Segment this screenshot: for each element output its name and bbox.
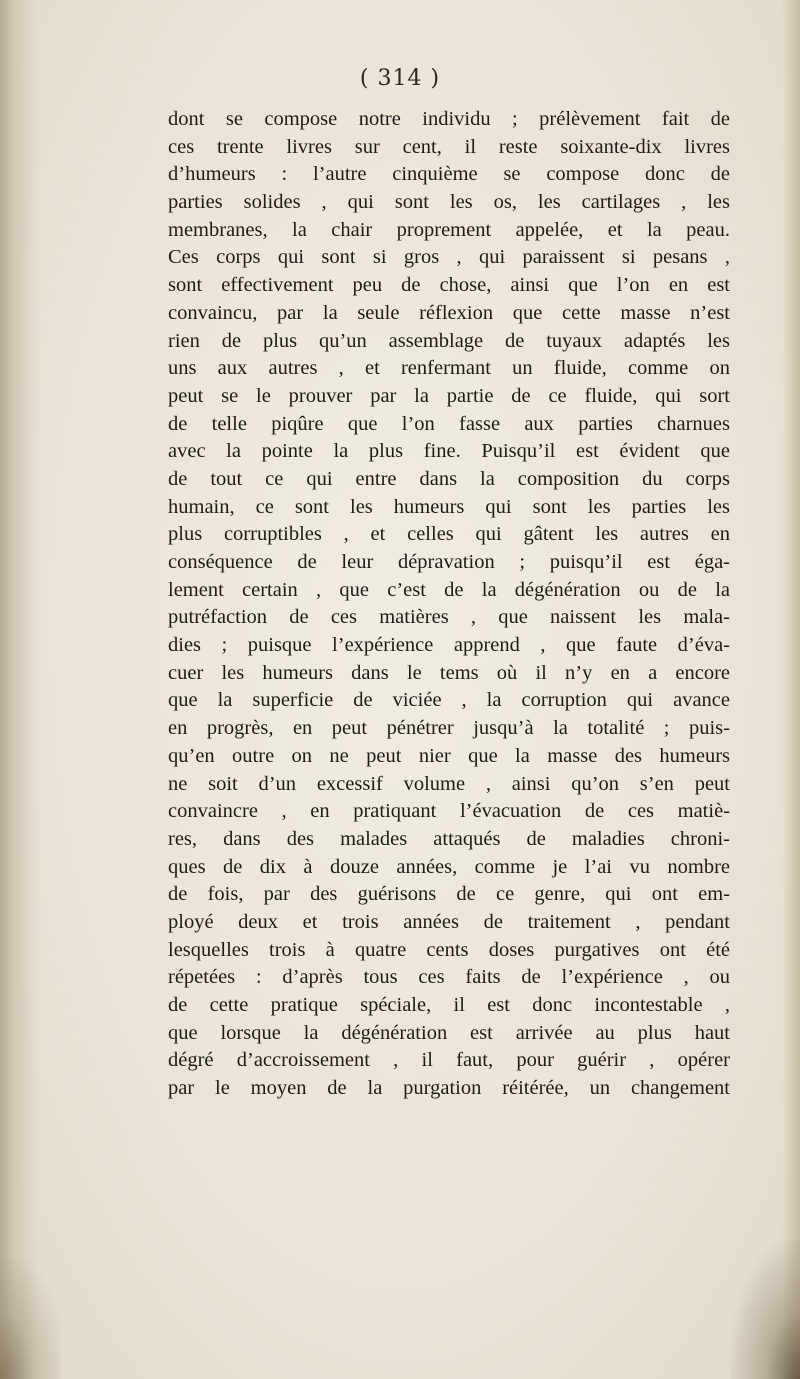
page-edge-shadow [782, 0, 800, 1379]
text-line: avec la pointe la plus fine. Puisqu’il est évident que [168, 440, 730, 463]
page-number: ( 314 ) [359, 66, 441, 91]
text-line: dies ; puisque l’expérience apprend , que faute d’éva- [168, 634, 730, 657]
text-line: ployé deux et trois années de traitement , pendant [168, 910, 730, 933]
text-line: répetées : d’après tous ces faits de l’expérience , ou [168, 966, 730, 989]
text-line: putréfaction de ces matières , que naissent les mala- [168, 606, 730, 629]
text-line: res, dans des malades attaqués de maladies chroni- [168, 827, 730, 850]
text-line: dégré d’accroissement , il faut, pour guérir , opérer [168, 1049, 730, 1072]
corner-stain [730, 1239, 800, 1379]
body-text [168, 106, 730, 1103]
corner-stain [0, 1259, 60, 1379]
text-line: parties solides , qui sont les os, les cartilages , les [168, 191, 730, 214]
text-line: lement certain , que c’est de la dégénération ou de la [168, 578, 730, 601]
text-line: de fois, par des guérisons de ce genre, qui ont em- [168, 883, 730, 906]
text-line: cuer les humeurs dans le tems où il n’y en a encore [168, 661, 730, 684]
text-line: ces trente livres sur cent, il reste soixante-dix livres [168, 135, 730, 158]
text-line: plus corruptibles , et celles qui gâtent les autres en [168, 523, 730, 546]
text-line: sont effectivement peu de chose, ainsi que l’on en est [168, 274, 730, 297]
text-line: d’humeurs : l’autre cinquième se compose donc de [168, 163, 730, 186]
text-line: peut se le prouver par la partie de ce fluide, qui sort [168, 384, 730, 407]
text-line: membranes, la chair proprement appelée, et la peau. [168, 218, 730, 241]
text-line: Ces corps qui sont si gros , qui paraissent si pesans , [168, 246, 730, 269]
text-line: humain, ce sont les humeurs qui sont les parties les [168, 495, 730, 518]
text-line: par le moyen de la purgation réitérée, un changement [168, 1077, 730, 1100]
text-line: que lorsque la dégénération est arrivée au plus haut [168, 1021, 730, 1044]
text-line: conséquence de leur dépravation ; puisqu’il est éga- [168, 551, 730, 573]
text-line: de telle piqûre que l’on fasse aux parties charnues [168, 412, 730, 435]
text-line: en progrès, en peut pénétrer jusqu’à la totalité ; puis- [168, 717, 730, 740]
text-line: que la superficie de viciée , la corruption qui avance [168, 689, 730, 712]
text-line: ne soit d’un excessif volume , ainsi qu’on s’en peut [168, 772, 730, 795]
text-line: de tout ce qui entre dans la composition du corps [168, 467, 730, 490]
text-line: de cette pratique spéciale, il est donc incontestable , [168, 994, 730, 1016]
text-line: ques de dix à douze années, comme je l’ai vu nombre [168, 855, 730, 878]
text-line: uns aux autres , et renfermant un fluide, comme on [168, 357, 730, 380]
text-line: dont se compose notre individu ; prélèvement fait de [168, 108, 730, 130]
text-line: rien de plus qu’un assemblage de tuyaux adaptés les [168, 329, 730, 352]
text-line: convaincu, par la seule réflexion que cette masse n’est [168, 301, 730, 324]
text-line: qu’en outre on ne peut nier que la masse des humeurs [168, 744, 730, 767]
text-line: lesquelles trois à quatre cents doses purgatives ont été [168, 938, 730, 961]
text-line: convaincre , en pratiquant l’évacuation de ces matiè- [168, 800, 730, 823]
page-binding-shadow [0, 0, 38, 1379]
